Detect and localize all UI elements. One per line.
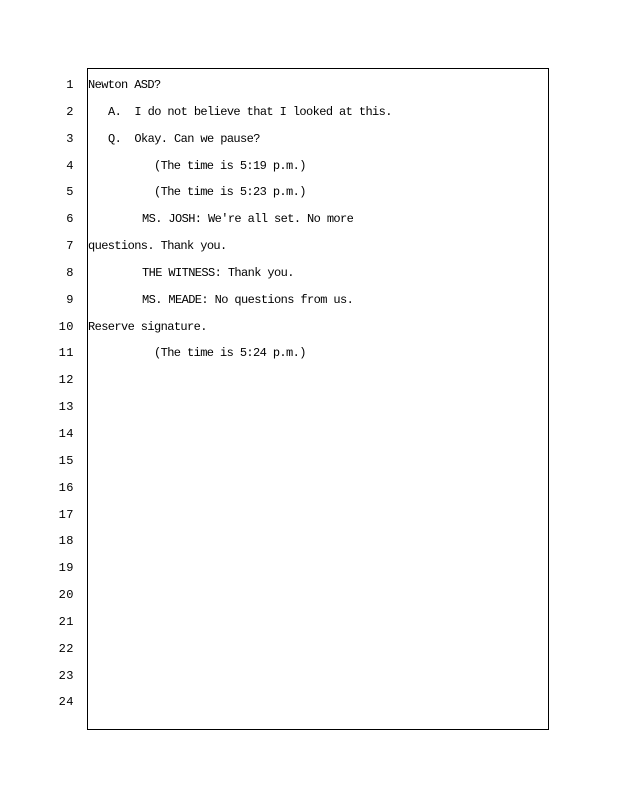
transcript-line <box>88 689 546 716</box>
line-number: 2 <box>66 104 74 119</box>
line-number: 11 <box>58 346 74 361</box>
line-number: 17 <box>58 507 74 522</box>
transcript-line <box>88 582 546 609</box>
line-number: 18 <box>58 534 74 549</box>
line-number: 19 <box>58 561 74 576</box>
transcript-line <box>88 663 546 690</box>
line-number: 9 <box>66 292 74 307</box>
transcript-body <box>88 72 546 716</box>
line-number: 4 <box>66 158 74 173</box>
line-number: 14 <box>58 426 74 441</box>
transcript-line: Reserve signature. <box>88 319 207 334</box>
transcript-line: questions. Thank you. <box>88 239 227 254</box>
line-number: 5 <box>66 185 74 200</box>
line-number-column <box>40 72 74 716</box>
transcript-line <box>88 502 546 529</box>
line-number: 6 <box>66 212 74 227</box>
line-number: 7 <box>66 239 74 254</box>
line-number: 8 <box>66 265 74 280</box>
transcript-line: Newton ASD? <box>88 78 161 92</box>
line-number: 20 <box>58 588 74 603</box>
transcript-line <box>88 475 546 502</box>
line-number: 16 <box>58 480 74 495</box>
transcript-line: Q. Okay. Can we pause? <box>108 131 260 146</box>
transcript-line: A. I do not believe that I looked at this. <box>108 104 392 119</box>
line-number: 23 <box>58 668 74 683</box>
transcript-line <box>88 555 546 582</box>
transcript-line <box>88 421 546 448</box>
transcript-line <box>88 367 546 394</box>
line-number: 13 <box>58 400 74 415</box>
line-number: 15 <box>58 453 74 468</box>
transcript-line: (The time is 5:19 p.m.) <box>154 158 306 173</box>
line-number: 24 <box>58 695 74 710</box>
transcript-line <box>88 394 546 421</box>
line-number: 22 <box>58 641 74 656</box>
transcript-line: THE WITNESS: Thank you. <box>142 265 294 280</box>
line-number: 10 <box>58 319 74 334</box>
line-number: 1 <box>66 78 74 92</box>
transcript-line <box>88 609 546 636</box>
transcript-line: (The time is 5:24 p.m.) <box>154 346 306 361</box>
transcript-line <box>88 528 546 555</box>
transcript-line: (The time is 5:23 p.m.) <box>154 185 306 200</box>
transcript-line: MS. MEADE: No questions from us. <box>142 292 354 307</box>
line-number: 12 <box>58 373 74 388</box>
transcript-line <box>88 448 546 475</box>
transcript-line: MS. JOSH: We're all set. No more <box>142 212 354 227</box>
transcript-line <box>88 636 546 663</box>
line-number: 3 <box>66 131 74 146</box>
line-number: 21 <box>58 614 74 629</box>
